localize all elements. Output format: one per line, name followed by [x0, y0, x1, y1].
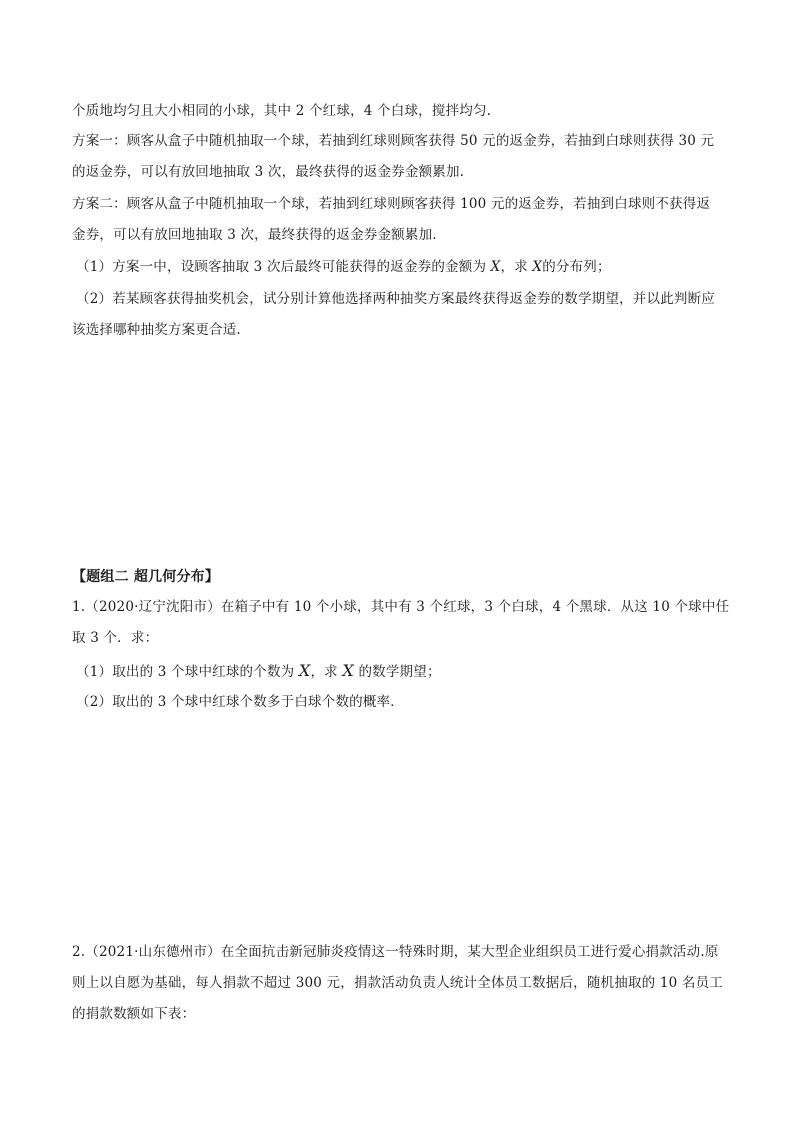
problem-2-line-3: 的捐款数额如下表：: [72, 1006, 196, 1022]
question-2-line-1: （2）若某顾客获得抽奖机会，试分别计算他选择两种抽奖方案最终获得返金券的数学期望，并以此判断应: [76, 291, 715, 307]
question-1: [76, 257, 611, 277]
variable-x: X: [342, 661, 354, 680]
variable-x: X: [490, 259, 501, 275]
intro-line: 个质地均匀且大小相同的小球，其中 2 个红球，4 个白球，搅拌均匀.: [72, 103, 492, 119]
variable-x: X: [532, 259, 543, 275]
plan1-line-1: 方案一：顾客从盒子中随机抽取一个球，若抽到红球则顾客获得 50 元的返金券，若抽到白球则获得 30 元: [72, 133, 715, 149]
problem-1-q1-mid: ，求: [310, 664, 343, 680]
question-1-prefix: （1）方案一中，设顾客抽取 3 次后最终可能获得的返金券的金额为: [76, 259, 491, 275]
plan1-line-2: 的返金券，可以有放回地抽取 3 次，最终获得的返金券金额累加.: [72, 164, 465, 180]
section-heading: 【题组二 超几何分布】: [72, 569, 220, 585]
question-1-mid: ，求: [500, 259, 533, 275]
problem-1-q1-suffix: 的数学期望；: [353, 664, 441, 680]
plan2-line-2: 金券，可以有放回地抽取 3 次，最终获得的返金券金额累加.: [72, 227, 437, 243]
problem-1-line-1: 1.（2020·辽宁沈阳市）在箱子中有 10 个小球，其中有 3 个红球，3 个白球，4 个黑球．从这 10 个球中任: [72, 599, 730, 615]
problem-2-line-1: 2.（2021·山东德州市）在全面抗击新冠肺炎疫情这一特殊时期，某大型企业组织员工进行爱心捐款活动.原: [72, 944, 719, 960]
problem-1-question-2: （2）取出的 3 个球中红球个数多于白球个数的概率．: [76, 694, 404, 710]
plan2-line-1: 方案二：顾客从盒子中随机抽取一个球，若抽到红球则顾客获得 100 元的返金券，若抽到白球则不获得返: [72, 196, 711, 212]
problem-2-line-2: 则上以自愿为基础，每人捐款不超过 300 元，捐款活动负责人统计全体员工数据后，随机抽取的 10 名员工: [72, 975, 724, 991]
problem-1-question-1: [76, 661, 441, 682]
question-1-suffix: 的分布列；: [542, 259, 611, 275]
problem-1-q1-prefix: （1）取出的 3 个球中红球的个数为: [76, 664, 299, 680]
question-2-line-2: 该选择哪种抽奖方案更合适.: [72, 322, 241, 338]
problem-1-line-2: 取 3 个．求：: [72, 630, 159, 646]
variable-x: X: [298, 661, 311, 680]
